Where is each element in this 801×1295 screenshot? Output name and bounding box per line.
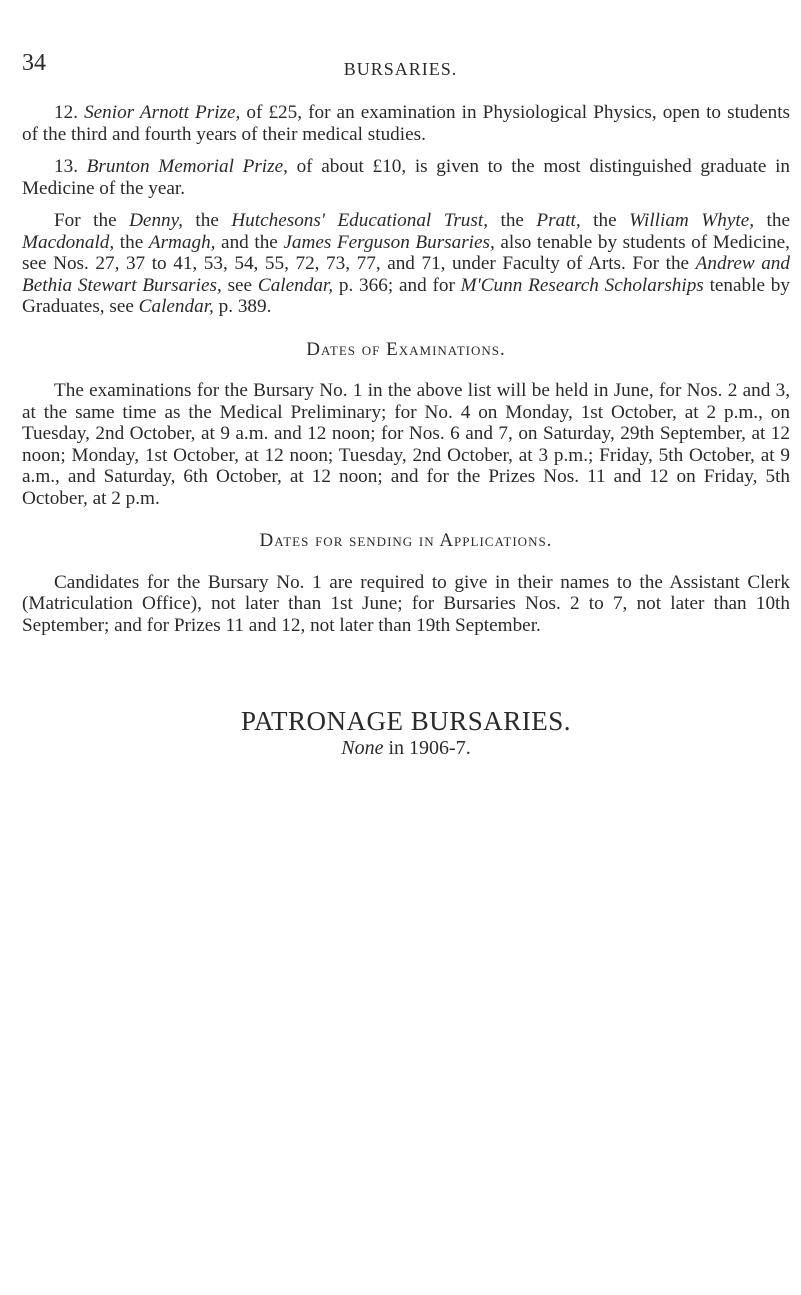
- bursary-name: James Ferguson Bursaries,: [283, 231, 495, 253]
- prize-number: 13.: [54, 156, 78, 177]
- prize-13-paragraph: [22, 156, 790, 199]
- bursary-name: Pratt,: [536, 210, 581, 231]
- text-run: the: [488, 210, 537, 231]
- section-heading-application-dates: [22, 530, 790, 552]
- text-run: p. 366; and for: [333, 274, 461, 296]
- bursary-name: Armagh,: [148, 231, 216, 253]
- text-run: the: [182, 210, 232, 231]
- text-run: For the: [54, 210, 130, 231]
- prize-name: Senior Arnott Prize,: [84, 102, 241, 123]
- text-run: also tenable by students of Medicine, see Nos. 27, 37 to 41, 53, 54, 55, 72, 73, 77, and 71, under Faculty of Arts. For the: [22, 231, 790, 274]
- none-word: None: [341, 737, 384, 759]
- none-year: in 1906-7.: [383, 737, 471, 759]
- text-run: p. 389.: [213, 296, 272, 317]
- prize-number: 12.: [54, 102, 78, 123]
- text-run: and the: [215, 231, 284, 253]
- page-number: 34: [22, 50, 46, 76]
- heading-text: Dates of Examinations.: [306, 338, 506, 360]
- prize-description: of about £10, is given to the most distinguished graduate in Medicine of the year.: [22, 156, 790, 199]
- running-head: BURSARIES.: [343, 59, 458, 79]
- patronage-none-line: [22, 738, 790, 760]
- bursary-name: Andrew and Bethia Stewart Bursaries,: [22, 253, 790, 296]
- exam-dates-paragraph: The examinations for the Bursary No. 1 in the above list will be held in June, for Nos. 2 and 3, at the same time as the Medical Preliminary; for No. 4 on Monday, 1st October, at 2 p.m., on Tuesday, 2nd October, at 9 a.m. and 12 noon; for Nos. 6 and 7, on Saturday, 29th September, at 12 noon; Monday, 1st October, at 12 noon; Tuesday, 2nd October, at 3 p.m.; Friday, 5th October, at 9 a.m., and Saturday, 6th October, at 12 noon; and for the Prizes Nos. 11 and 12 on Friday, 5th October, at 2 p.m.: [22, 380, 790, 509]
- bursary-name: William Whyte,: [629, 210, 755, 231]
- prize-description: of £25, for an examination in Physiological Physics, open to students of the third and fourth years of their medical studies.: [22, 102, 790, 145]
- bursary-name: M'Cunn Research Scholarships: [460, 274, 704, 296]
- application-dates-paragraph: Candidates for the Bursary No. 1 are required to give in their names to the Assistant Clerk (Matriculation Office), not later than 1st June; for Bursaries Nos. 2 to 7, not later than 10th September; and for Prizes 11 and 12, not later than 19th September.: [22, 571, 790, 636]
- page-body: [22, 102, 790, 760]
- other-bursaries-paragraph: [22, 210, 790, 318]
- prize-12-paragraph: [22, 102, 790, 145]
- text-run: the: [114, 231, 149, 253]
- prize-name: Brunton Memorial Prize,: [86, 156, 288, 177]
- calendar-reference: Calendar,: [257, 274, 334, 296]
- text-run: the: [580, 210, 630, 231]
- heading-text: Dates for sending in Applications.: [259, 530, 553, 551]
- calendar-reference: Calendar,: [138, 296, 214, 317]
- bursary-name: Hutchesons' Educational Trust,: [231, 210, 488, 231]
- bursary-name: Macdonald,: [22, 231, 115, 253]
- patronage-bursaries-heading: PATRONAGE BURSARIES.: [240, 706, 572, 736]
- text-run: the: [754, 210, 790, 231]
- text-run: see: [221, 274, 258, 296]
- bursary-name: Denny,: [129, 210, 183, 231]
- text-run: tenable by Graduates, see: [22, 274, 790, 317]
- section-heading-exam-dates: [22, 339, 790, 361]
